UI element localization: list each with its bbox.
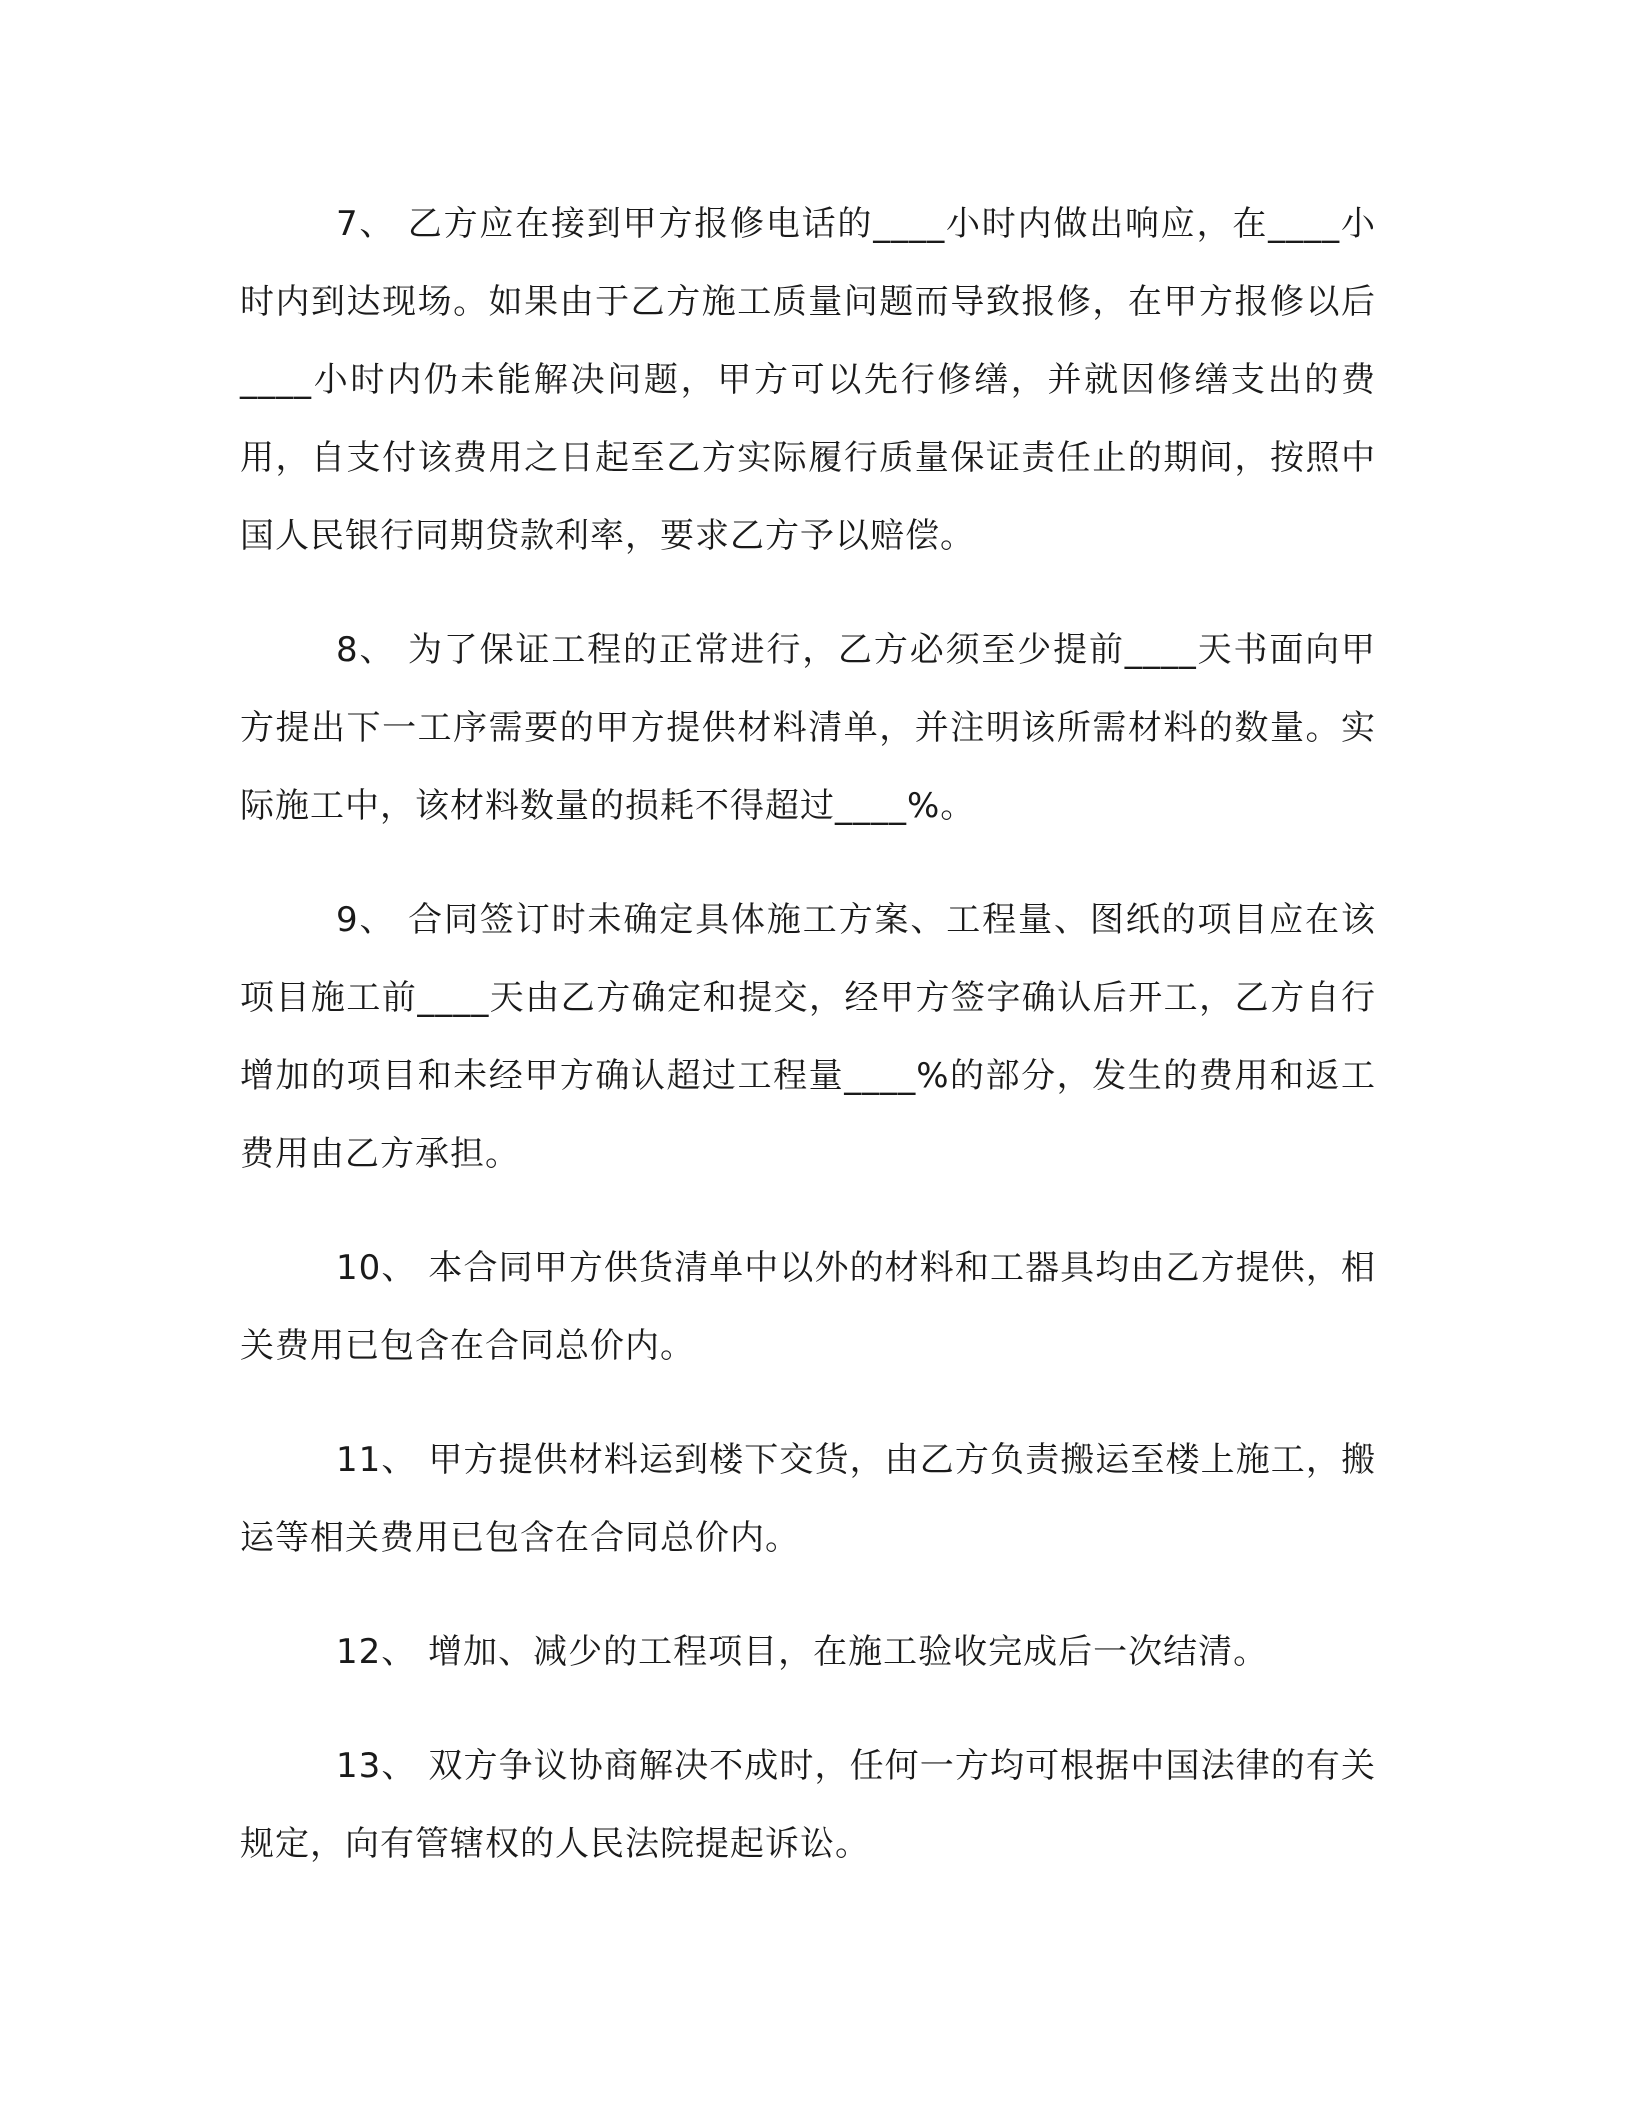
clause-10: 10、 本合同甲方供货清单中以外的材料和工器具均由乙方提供，相关费用已包含在合同总价内。 <box>240 1248 1376 1366</box>
document-page <box>240 185 1376 1883</box>
clause-7: 7、 乙方应在接到甲方报修电话的____小时内做出响应，在____小时内到达现场。如果由于乙方施工质量问题而导致报修，在甲方报修以后____小时内仍未能解决问题，甲方可以先行修缮，并就因修缮支出的费用，自支付该费用之日起至乙方实际履行质量保证责任止的期间，按照中国人民银行同期贷款利率，要求乙方予以赔偿。 <box>240 204 1376 556</box>
clause-11: 11、 甲方提供材料运到楼下交货，由乙方负责搬运至楼上施工，搬运等相关费用已包含在合同总价内。 <box>240 1440 1376 1558</box>
clause-13: 13、 双方争议协商解决不成时，任何一方均可根据中国法律的有关规定，向有管辖权的人民法院提起诉讼。 <box>240 1746 1376 1864</box>
clause-8: 8、 为了保证工程的正常进行，乙方必须至少提前____天书面向甲方提出下一工序需要的甲方提供材料清单，并注明该所需材料的数量。实际施工中，该材料数量的损耗不得超过____%。 <box>240 630 1376 826</box>
clause-9: 9、 合同签订时未确定具体施工方案、工程量、图纸的项目应在该项目施工前____天由乙方确定和提交，经甲方签字确认后开工，乙方自行增加的项目和未经甲方确认超过工程量____%的部分，发生的费用和返工费用由乙方承担。 <box>240 900 1376 1174</box>
clause-12: 12、 增加、减少的工程项目，在施工验收完成后一次结清。 <box>336 1632 1269 1672</box>
